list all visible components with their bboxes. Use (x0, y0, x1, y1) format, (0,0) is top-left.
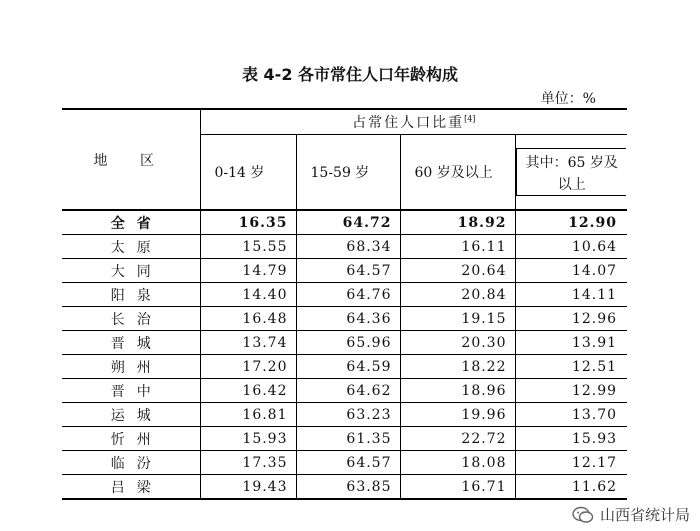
value-cell: 14.40 (200, 283, 296, 307)
watermark-text: 山西省统计局 (599, 506, 690, 524)
header-group-note: [4] (464, 114, 476, 124)
value-cell: 19.96 (400, 403, 515, 427)
value-cell: 20.64 (400, 259, 515, 283)
value-cell: 63.85 (296, 475, 400, 500)
region-name: 忻州 (62, 427, 200, 451)
region-name: 全省 (62, 210, 200, 235)
value-cell: 18.96 (400, 379, 515, 403)
value-cell: 19.43 (200, 475, 296, 500)
value-cell: 18.22 (400, 355, 515, 379)
table-title: 表 4-2 各市常住人口年龄构成 (241, 65, 459, 84)
value-cell: 64.76 (296, 283, 400, 307)
header-col-60-plus: 60 岁及以上 (400, 135, 515, 211)
region-name: 吕梁 (62, 475, 200, 500)
value-cell: 15.93 (515, 427, 627, 451)
table-row (62, 283, 627, 307)
value-cell: 12.90 (515, 210, 627, 235)
table-row (62, 355, 627, 379)
value-cell: 12.51 (515, 355, 627, 379)
value-cell: 64.59 (296, 355, 400, 379)
value-cell: 64.62 (296, 379, 400, 403)
region-name: 朔州 (62, 355, 200, 379)
value-cell: 16.81 (200, 403, 296, 427)
value-cell: 63.23 (296, 403, 400, 427)
value-cell: 16.35 (200, 210, 296, 235)
value-cell: 14.07 (515, 259, 627, 283)
value-cell: 64.36 (296, 307, 400, 331)
table-row (62, 451, 627, 475)
region-name: 大同 (62, 259, 200, 283)
value-cell: 16.11 (400, 235, 515, 259)
value-cell: 15.55 (200, 235, 296, 259)
watermark (572, 504, 690, 525)
table-body (62, 210, 627, 499)
value-cell: 65.96 (296, 331, 400, 355)
header-col-65-label: 其中：65 岁及以上 (525, 155, 618, 193)
value-cell: 64.57 (296, 259, 400, 283)
value-cell: 11.62 (515, 475, 627, 500)
wechat-icon (572, 506, 594, 524)
table-row (62, 259, 627, 283)
region-name: 晋城 (62, 331, 200, 355)
value-cell: 12.17 (515, 451, 627, 475)
table-row (62, 235, 627, 259)
header-region: 地 区 (62, 109, 200, 210)
region-name: 长治 (62, 307, 200, 331)
table-row (62, 210, 627, 235)
value-cell: 16.48 (200, 307, 296, 331)
value-cell: 16.71 (400, 475, 515, 500)
table-row (62, 379, 627, 403)
region-name: 阳泉 (62, 283, 200, 307)
region-name: 太原 (62, 235, 200, 259)
region-name: 晋中 (62, 379, 200, 403)
region-name: 临汾 (62, 451, 200, 475)
value-cell: 16.42 (200, 379, 296, 403)
header-group-label: 占常住人口比重 (352, 115, 465, 131)
table-row (62, 307, 627, 331)
table-row (62, 331, 627, 355)
value-cell: 20.84 (400, 283, 515, 307)
value-cell: 10.64 (515, 235, 627, 259)
value-cell: 14.79 (200, 259, 296, 283)
value-cell: 13.91 (515, 331, 627, 355)
value-cell: 13.70 (515, 403, 627, 427)
header-col-0-14: 0-14 岁 (200, 135, 296, 211)
value-cell: 19.15 (400, 307, 515, 331)
value-cell: 64.72 (296, 210, 400, 235)
value-cell: 17.35 (200, 451, 296, 475)
value-cell: 15.93 (200, 427, 296, 451)
value-cell: 18.92 (400, 210, 515, 235)
value-cell: 14.11 (515, 283, 627, 307)
value-cell: 13.74 (200, 331, 296, 355)
table-row (62, 427, 627, 451)
header-col-65-plus (515, 135, 627, 211)
value-cell: 20.30 (400, 331, 515, 355)
population-age-table (62, 108, 627, 500)
table-row (62, 403, 627, 427)
value-cell: 12.99 (515, 379, 627, 403)
value-cell: 17.20 (200, 355, 296, 379)
header-group (200, 109, 627, 135)
value-cell: 18.08 (400, 451, 515, 475)
value-cell: 22.72 (400, 427, 515, 451)
value-cell: 12.96 (515, 307, 627, 331)
region-name: 运城 (62, 403, 200, 427)
value-cell: 64.57 (296, 451, 400, 475)
table-row (62, 475, 627, 500)
header-col-15-59: 15-59 岁 (296, 135, 400, 211)
unit-label: 单位：% (540, 91, 596, 107)
value-cell: 61.35 (296, 427, 400, 451)
header-col-65-box (516, 148, 626, 196)
value-cell: 68.34 (296, 235, 400, 259)
